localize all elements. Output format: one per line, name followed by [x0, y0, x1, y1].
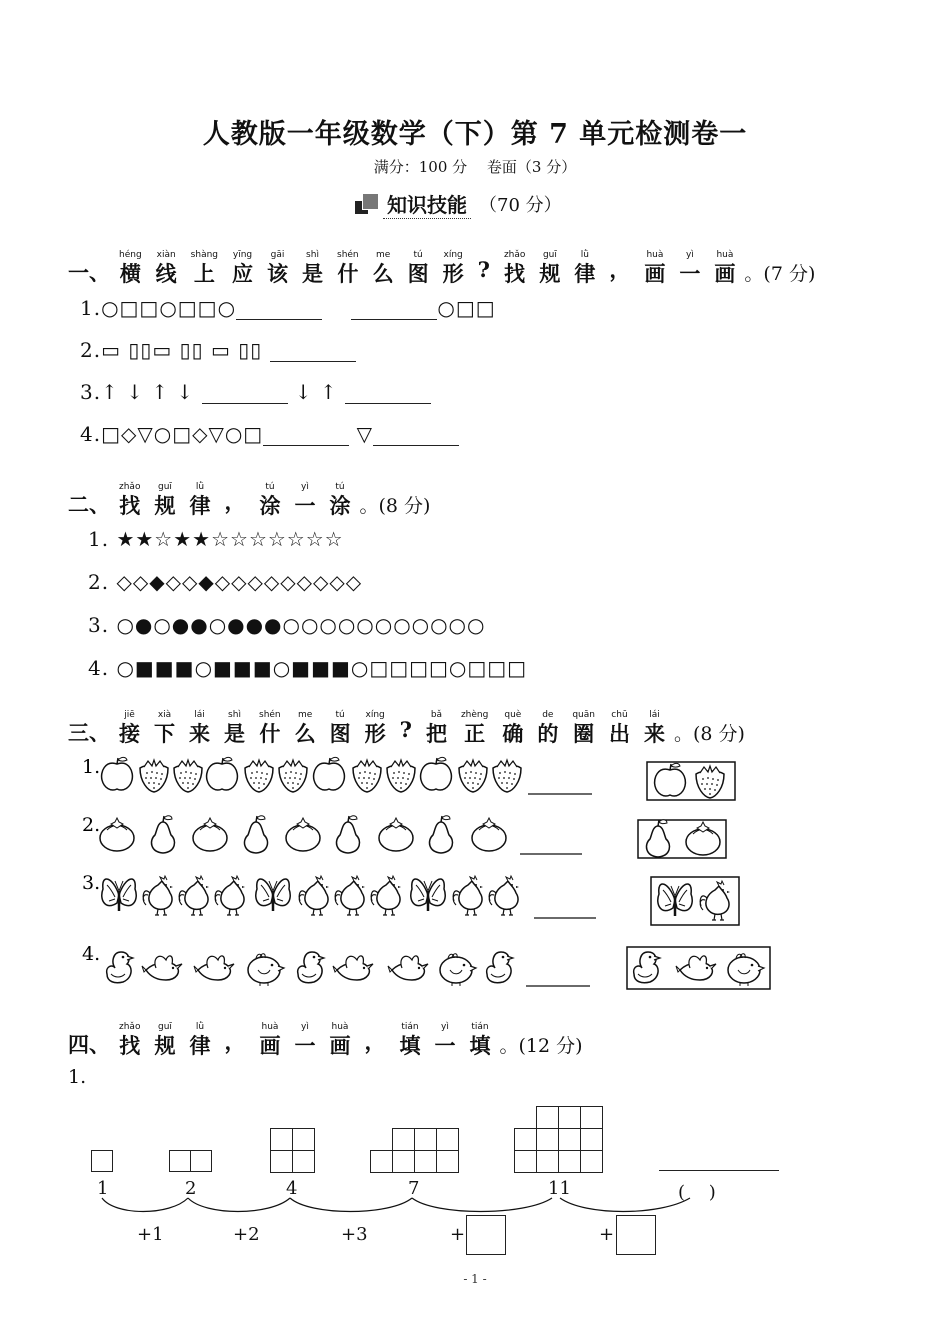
q3-label-4: 4.: [82, 943, 101, 965]
pear-icon: [151, 816, 174, 853]
rooster-icon[interactable]: [700, 881, 730, 920]
sequence-number: 7: [408, 1178, 420, 1199]
hanzi: ，: [224, 1029, 246, 1054]
pinyin: me: [375, 250, 391, 260]
pinyin: shàng: [190, 250, 218, 260]
score-info: 满分：100 分 卷面（3 分）: [373, 158, 577, 176]
hanzi: 图: [407, 261, 429, 286]
heading-char: [119, 249, 142, 287]
pinyin: héng: [119, 250, 142, 260]
heading-char: [259, 481, 280, 519]
pinyin: xià: [157, 710, 172, 720]
heading-char: [679, 249, 700, 287]
strawberry-icon: [140, 760, 168, 792]
question-score: 。(8 分): [359, 495, 431, 517]
hanzi: 是: [224, 721, 245, 746]
pinyin: chū: [611, 710, 628, 720]
section-label: 知识技能: [383, 189, 471, 219]
heading-char: [119, 1021, 140, 1059]
pinyin: tú: [265, 482, 275, 492]
heading-char: [443, 249, 464, 287]
hanzi: 的: [537, 721, 559, 746]
sequence-number: 1: [97, 1178, 109, 1199]
heading-char: [224, 477, 245, 515]
pinyin: xíng: [443, 250, 463, 260]
q1-row-4: 4.□◇▽○□◇▽○□ ▽: [80, 422, 459, 446]
strawberry-icon: [493, 760, 521, 792]
heading-char: [156, 249, 177, 287]
hanzi: 规: [539, 261, 561, 286]
pinyin: jiē: [124, 710, 135, 720]
hanzi: 形: [442, 261, 464, 286]
tomato-icon: [193, 818, 227, 851]
heading-char: [539, 249, 560, 287]
answer-parentheses[interactable]: ( ): [678, 1182, 716, 1203]
apple-icon: [314, 757, 345, 790]
answer-blank[interactable]: [345, 385, 431, 404]
tomato-icon: [286, 818, 320, 851]
hanzi: 填: [469, 1033, 491, 1058]
heading-char: [154, 481, 175, 519]
pinyin: shén: [337, 250, 359, 260]
q1-row-2: 2.▭ ▯▯▭ ▯▯ ▭ ▯▯: [80, 338, 356, 362]
heading-char: [302, 249, 323, 287]
pinyin: yīng: [232, 250, 253, 260]
strawberry-icon: [353, 760, 381, 792]
duck-icon: [487, 952, 513, 983]
pinyin: yì: [685, 250, 694, 260]
pinyin: zhǎo: [119, 482, 141, 492]
heading-char: [399, 1021, 420, 1059]
rooster-icon: [453, 876, 483, 915]
q4-sub-number: 1.: [68, 1066, 87, 1088]
sequence-number: 2: [185, 1178, 197, 1199]
heading-char: [478, 245, 490, 283]
answer-blank[interactable]: [659, 1170, 779, 1171]
hanzi: 么: [372, 261, 394, 286]
rooster-icon: [335, 876, 365, 915]
hanzi: 律: [189, 493, 211, 518]
chick-icon: [248, 954, 284, 986]
hanzi: 规: [154, 493, 176, 518]
pinyin: lǜ: [580, 250, 590, 260]
page-number: - 1 -: [463, 1272, 487, 1286]
hanzi: 圈: [573, 721, 595, 746]
heading-char: [259, 1021, 280, 1059]
heading-char: [337, 249, 359, 287]
strawberry-icon: [459, 760, 487, 792]
butterfly-icon: [102, 879, 136, 911]
pinyin: bǎ: [430, 710, 443, 720]
strawberry-icon: [387, 760, 415, 792]
section-badge: [355, 190, 562, 218]
hanzi: 一: [434, 1033, 456, 1058]
pear-icon[interactable]: [646, 820, 669, 857]
heading-char: [469, 1021, 490, 1059]
pinyin: què: [504, 710, 522, 720]
tomato-icon: [100, 818, 134, 851]
pinyin: guī: [157, 1022, 172, 1032]
hanzi: 是: [302, 261, 323, 286]
butterfly-icon[interactable]: [658, 884, 692, 916]
step-operator: +1: [137, 1224, 164, 1245]
hanzi: 一: [679, 261, 701, 286]
pear-icon: [336, 816, 359, 853]
pinyin: shén: [259, 710, 281, 720]
duck-icon: [107, 952, 133, 983]
pear-icon: [429, 816, 452, 853]
heading-char: [329, 1021, 350, 1059]
q2-row-4[interactable]: 4. ○■■■○■■■○■■■○□□□□○□□□: [88, 656, 528, 680]
heading-char: [434, 1021, 455, 1059]
step-operator: +2: [233, 1224, 260, 1245]
strawberry-icon: [245, 760, 273, 792]
question-number: 一、: [68, 260, 110, 285]
heading-char: [373, 249, 394, 287]
pinyin: lǜ: [195, 482, 205, 492]
pinyin: zhèng: [460, 710, 489, 720]
pinyin: yì: [301, 482, 309, 492]
question-2-heading: [68, 470, 430, 519]
hanzi: 接: [119, 721, 140, 746]
pinyin: guī: [157, 482, 172, 492]
q2-row-3[interactable]: 3. ○●○●●○●●●○○○○○○○○○○○: [88, 613, 486, 637]
hanzi: ?: [477, 257, 490, 282]
hanzi: 图: [329, 721, 351, 746]
hanzi: 出: [608, 721, 630, 746]
hanzi: 什: [259, 721, 281, 746]
rooster-icon: [143, 876, 173, 915]
q3-label-1: 1.: [82, 756, 101, 778]
pinyin: huà: [646, 250, 664, 260]
hanzi: 画: [644, 261, 666, 286]
bird-icon: [194, 956, 234, 980]
heading-char: [154, 1021, 175, 1059]
answer-blank[interactable]: [263, 427, 349, 446]
pinyin: tú: [335, 482, 345, 492]
step-operator: +: [450, 1224, 466, 1245]
pinyin: de: [542, 710, 554, 720]
hanzi: 找: [119, 493, 141, 518]
pinyin: xíng: [365, 710, 385, 720]
heading-char: [408, 249, 429, 287]
pinyin: huà: [716, 250, 734, 260]
pinyin: me: [297, 710, 313, 720]
heading-char: [189, 481, 210, 519]
question-number: 四、: [68, 1032, 110, 1057]
heading-char: [400, 705, 412, 743]
pinyin: shì: [228, 710, 241, 720]
pear-icon: [244, 816, 267, 853]
rooster-icon: [179, 876, 209, 915]
pinyin: tián: [401, 1022, 419, 1032]
hanzi: 律: [574, 261, 596, 286]
strawberry-icon[interactable]: [696, 766, 724, 798]
pinyin: huà: [261, 1022, 279, 1032]
hanzi: 涂: [259, 493, 281, 518]
answer-blank[interactable]: [351, 301, 437, 320]
hanzi: ?: [399, 717, 412, 742]
apple-icon: [421, 757, 452, 790]
q2-row-1[interactable]: 1. ★★☆★★☆☆☆☆☆☆☆: [88, 527, 344, 551]
step-operator: +3: [341, 1224, 368, 1245]
heading-char: [714, 249, 735, 287]
heading-char: [294, 1021, 315, 1059]
pinyin: yì: [301, 1022, 309, 1032]
pinyin: quān: [572, 710, 595, 720]
pinyin: lái: [194, 710, 205, 720]
hanzi: 涂: [329, 493, 351, 518]
page-title: 人教版一年级数学（下）第 7 单元检测卷一: [202, 119, 748, 150]
hanzi: 画: [259, 1033, 281, 1058]
question-number: 二、: [68, 492, 110, 517]
answer-blank[interactable]: [373, 427, 459, 446]
heading-char: [329, 481, 350, 519]
tomato-icon[interactable]: [686, 822, 720, 855]
answer-box[interactable]: [466, 1215, 506, 1255]
pinyin: lǜ: [195, 1022, 205, 1032]
hanzi: 横: [119, 261, 141, 286]
section-score: （70 分）: [479, 195, 562, 216]
hanzi: 画: [714, 261, 736, 286]
hanzi: 填: [399, 1033, 421, 1058]
hanzi: 应: [232, 261, 253, 286]
hanzi: 来: [643, 721, 665, 746]
heading-char: [191, 249, 218, 287]
step-operator: +: [599, 1224, 615, 1245]
duck-icon[interactable]: [634, 952, 660, 983]
strawberry-icon: [279, 760, 307, 792]
strawberry-icon: [174, 760, 202, 792]
hanzi: 么: [294, 721, 316, 746]
pinyin: gāi: [270, 250, 285, 260]
hanzi: 确: [502, 721, 524, 746]
question-4-heading: [68, 1010, 583, 1059]
heading-char: [267, 249, 288, 287]
pinyin: guī: [542, 250, 557, 260]
hanzi: 正: [464, 721, 486, 746]
question-number: 三、: [68, 720, 110, 745]
rooster-icon: [371, 876, 401, 915]
q3-label-3: 3.: [82, 872, 101, 894]
pinyin: tú: [335, 710, 345, 720]
hanzi: ，: [609, 257, 631, 282]
q1-row-3: 3.↑ ↓ ↑ ↓ ↓ ↑: [80, 380, 431, 404]
rooster-icon: [489, 876, 519, 915]
hanzi: 找: [504, 261, 526, 286]
apple-icon[interactable]: [655, 763, 686, 796]
bird-icon[interactable]: [676, 956, 716, 980]
bird-icon: [388, 956, 428, 980]
heading-char: [119, 481, 140, 519]
section-icon: [355, 193, 377, 215]
hanzi: 上: [193, 261, 215, 286]
heading-char: [504, 249, 525, 287]
hanzi: ，: [224, 489, 246, 514]
hanzi: ，: [364, 1029, 386, 1054]
chick-icon[interactable]: [728, 954, 764, 986]
question-1-heading: [68, 238, 815, 287]
heading-char: [232, 249, 253, 287]
q3-picture-rows: [0, 740, 950, 1010]
heading-char: [224, 1017, 245, 1055]
heading-char: [574, 249, 595, 287]
hanzi: 来: [189, 721, 210, 746]
chick-icon: [440, 954, 476, 986]
hanzi: 下: [154, 721, 175, 746]
hanzi: 找: [119, 1033, 141, 1058]
heading-char: [609, 245, 630, 283]
hanzi: 把: [425, 721, 447, 746]
pinyin: yì: [441, 1022, 449, 1032]
q3-label-2: 2.: [82, 814, 101, 836]
heading-char: [189, 1021, 210, 1059]
apple-icon: [207, 757, 238, 790]
pinyin: shì: [306, 250, 319, 260]
tomato-icon: [379, 818, 413, 851]
hanzi: 规: [154, 1033, 176, 1058]
hanzi: 律: [189, 1033, 211, 1058]
apple-icon: [102, 757, 133, 790]
tomato-icon: [472, 818, 506, 851]
bird-icon: [142, 956, 182, 980]
hanzi: 该: [267, 261, 288, 286]
butterfly-icon: [411, 879, 445, 911]
question-score: 。(12 分): [499, 1035, 583, 1057]
hanzi: 形: [364, 721, 386, 746]
pinyin: tú: [413, 250, 423, 260]
bird-icon: [333, 956, 373, 980]
hanzi: 一: [294, 1033, 316, 1058]
answer-blank[interactable]: [202, 385, 288, 404]
butterfly-icon: [256, 879, 290, 911]
answer-box[interactable]: [616, 1215, 656, 1255]
heading-char: [294, 481, 315, 519]
rooster-icon: [215, 876, 245, 915]
pinyin: xiàn: [156, 250, 176, 260]
answer-blank[interactable]: [236, 301, 322, 320]
pinyin: zhǎo: [503, 250, 526, 260]
hanzi: 画: [329, 1033, 351, 1058]
hanzi: 什: [337, 261, 359, 286]
sequence-number: 4: [286, 1178, 298, 1199]
answer-blank[interactable]: [270, 343, 356, 362]
rooster-icon: [299, 876, 329, 915]
hanzi: 线: [155, 261, 177, 286]
pinyin: zhǎo: [119, 1022, 141, 1032]
duck-icon: [298, 952, 324, 983]
heading-char: [644, 249, 665, 287]
hanzi: 一: [294, 493, 316, 518]
q2-row-2[interactable]: 2. ◇◇◆◇◇◆◇◇◇◇◇◇◇◇◇: [88, 570, 363, 594]
q1-row-1: 1.○□□○□□○ ○□□: [80, 296, 496, 320]
pinyin: tián: [471, 1022, 489, 1032]
pinyin: huà: [331, 1022, 349, 1032]
question-score: 。(8 分): [673, 723, 745, 745]
sequence-number: 11: [548, 1178, 571, 1199]
question-score: 。(7 分): [744, 263, 816, 285]
heading-char: [364, 1017, 385, 1055]
pinyin: lái: [649, 710, 660, 720]
